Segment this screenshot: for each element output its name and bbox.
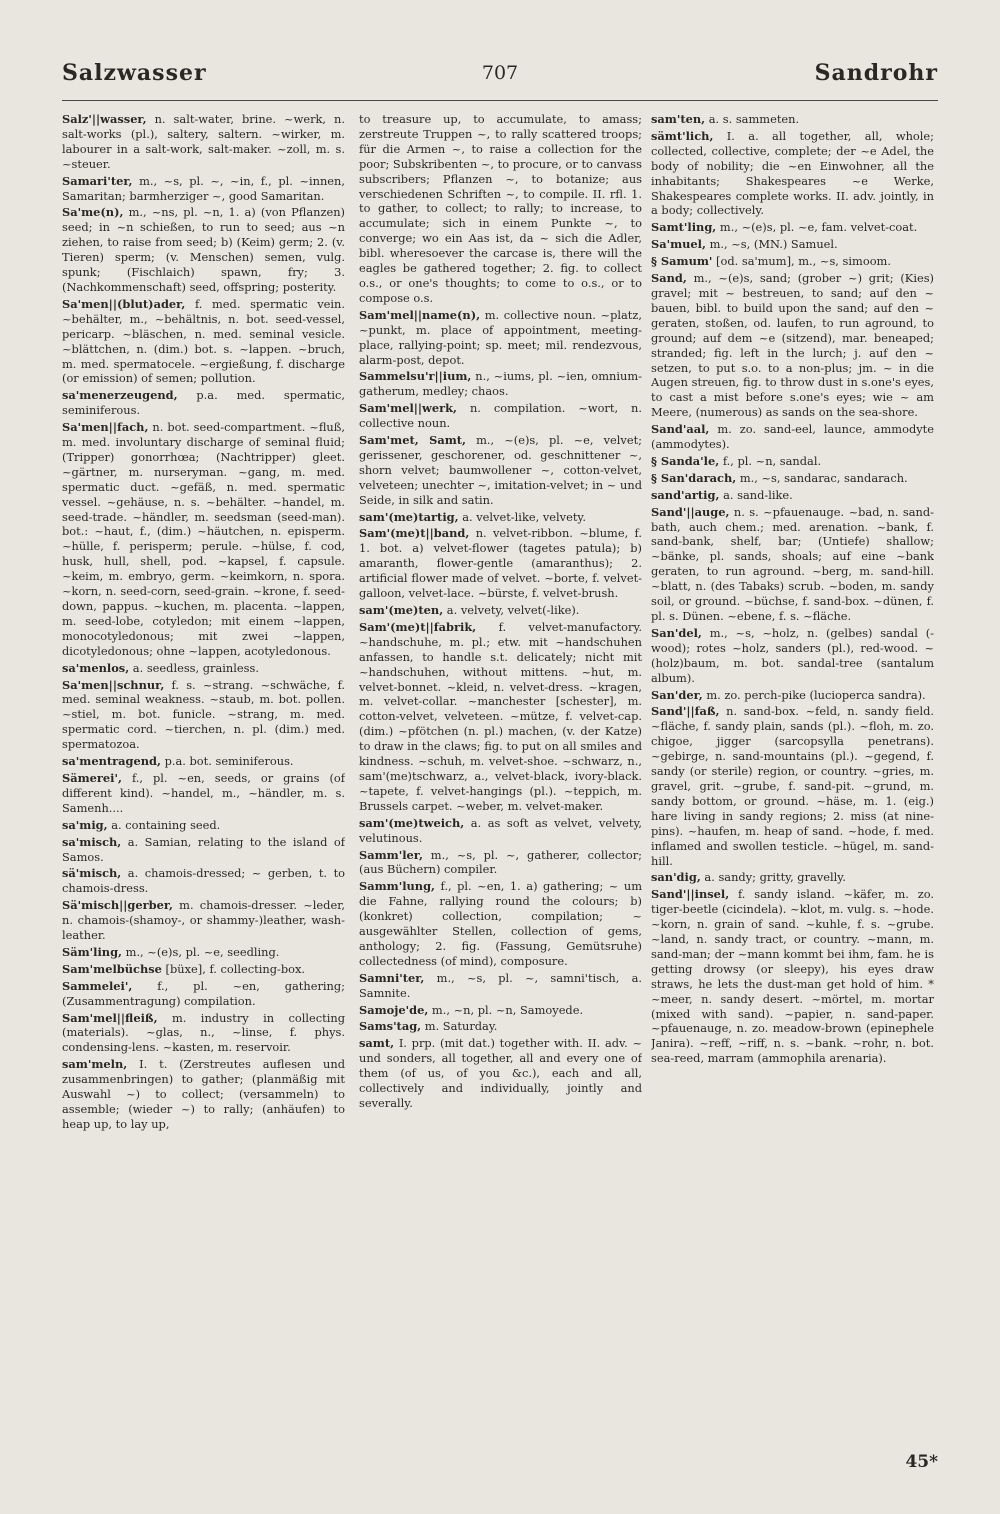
entry-headword: sam'meln,: [62, 1057, 128, 1072]
dictionary-entry: [359, 1003, 642, 1018]
dictionary-entry: [62, 1011, 345, 1056]
entry-definition: a. sandy; gritty, gravelly.: [704, 870, 846, 885]
entry-definition: m., ~s, pl. ~, ~in, f., pl. ~innen, Samaritan; barmherziger ~, good Samaritan.: [62, 173, 345, 203]
entry-definition: n. velvet-ribbon. ~blume, f. 1. bot. a) velvet-flower (tagetes patula); b) amaranth, flower-gentle (amaranthus); 2. artificial flower made of velvet. ~borte, f. velvet-galloon, velvet-lace. ~bürste, f. velvet-brush.: [359, 526, 642, 601]
entry-definition: n., ~iums, pl. ~ien, omnium-gatherum, medley; chaos.: [359, 369, 642, 399]
entry-definition: m., ~n, pl. ~n, Samoyede.: [431, 1002, 584, 1017]
entry-definition: I. a. all together, all, whole; collected, collective, complete; der ~e Adel, the body of nobility; die ~en Einwohner, all the inhabitants; Shakespeares ~e Werke, Shakespeares complete works. II. adv. jointly, in a body; collectively.: [651, 128, 934, 218]
entry-definition: p.a. med. spermatic, seminiferous.: [62, 388, 345, 418]
entry-definition: to treasure up, to accumulate, to amass; zerstreute Truppen ~, to rally scattered troops; für die Armen ~, to raise a collection for the poor; Subskribenten ~, to procure, or to canvass subscribers; Pflanzen ~, to botanize; aus verschiedenen Schriften ~, to compile. II. rfl. 1. to gather, to collect; to rally; to increase, to accumulate; sich in einem Punkte ~, to converge; wo ein Aas ist, da ~ sich die Adler, bibl. wheresoever the carcase is, there will the eagles be gathered together; 2. fig. to collect o.s., or one's thoughts; to come to o.s., or to compose o.s.: [359, 112, 642, 305]
entry-headword: Sam'mel||fleiß,: [62, 1010, 158, 1025]
dictionary-entry: [359, 1019, 642, 1034]
entry-definition: a. velvety, velvet(-like).: [446, 603, 580, 617]
dictionary-entry: [359, 401, 642, 431]
dictionary-entry: [62, 771, 345, 816]
dictionary-entry: [359, 1036, 642, 1111]
dictionary-entry: [651, 254, 934, 269]
entry-headword: Sä'misch||gerber,: [62, 898, 173, 913]
entry-definition: a. chamois-dressed; ~ gerben, t. to chamois-dress.: [62, 866, 345, 896]
dictionary-entry: [651, 870, 934, 885]
entry-headword: Samoje'de,: [359, 1002, 429, 1017]
dictionary-entry: [359, 308, 642, 368]
entry-definition: m. industry in collecting (materials). ~glas, n., ~linse, f. phys. condensing-lens. ~kasten, m. reservoir.: [62, 1010, 345, 1055]
dictionary-entry: [62, 112, 345, 172]
entry-definition: f. s. ~strang. ~schwäche, f. med. seminal weakness. ~staub, m. bot. pollen. ~stiel, m. bot. funicle. ~strang, m. med. spermatic cord. ~tierchen, n. pl. (dim.) med. spermatozoa.: [62, 677, 345, 752]
entry-definition: m., ~(e)s, pl. ~e, fam. velvet-coat.: [719, 220, 918, 235]
dictionary-entry: [651, 887, 934, 1066]
dictionary-entry: [651, 688, 934, 703]
entry-headword: Sand'||auge,: [651, 504, 730, 519]
dictionary-entry: [651, 505, 934, 624]
entry-definition: I. prp. (mit dat.) together with. II. adv. ~ und sonders, all together, all and every one of them (of us, of you &c.), each and all, collectively and individually, jointly and severally.: [359, 1036, 642, 1110]
dictionary-entry: [651, 704, 934, 868]
column-1: [62, 112, 345, 1447]
entry-headword: Sand'aal,: [651, 422, 710, 437]
entry-headword: § San'darach,: [651, 470, 737, 485]
entry-definition: a. sand-like.: [723, 487, 793, 502]
dictionary-entry: [359, 433, 642, 508]
entry-headword: Sam'met, Samt,: [359, 433, 466, 448]
entry-headword: sa'misch,: [62, 834, 122, 849]
entry-definition: m. collective noun. ~platz, ~punkt, m. place of appointment, meeting-place, rallying-point; sp. meet; mil. rendezvous, alarm-post, depot.: [359, 307, 642, 367]
entry-definition: m. chamois-dresser. ~leder, n. chamois-(shamoy-, or shammy-)leather, wash-leather.: [62, 898, 345, 943]
dictionary-entry: [62, 866, 345, 896]
entry-headword: sa'mentragend,: [62, 754, 161, 769]
dictionary-entry: [62, 818, 345, 833]
entry-definition: m., ~s, pl. ~, samni'tisch, a. Samnite.: [359, 970, 642, 1000]
dictionary-entry: [651, 112, 934, 127]
dictionary-entry: [651, 129, 934, 218]
dictionary-entry: [62, 297, 345, 386]
entry-headword: § Samum': [651, 254, 713, 269]
entry-definition: p.a. bot. seminiferous.: [164, 754, 294, 769]
dictionary-entry: [62, 835, 345, 865]
entry-definition: m., ~s, pl. ~, gatherer, collector; (aus Büchern) compiler.: [359, 847, 642, 877]
running-head-right: Sandrohr: [814, 60, 938, 86]
entry-headword: Sand'||faß,: [651, 704, 720, 719]
dictionary-entry: [62, 205, 345, 294]
dictionary-entry: [62, 1057, 345, 1132]
dictionary-entry: [359, 526, 642, 601]
dictionary-entry: [62, 661, 345, 676]
entry-definition: a. containing seed.: [111, 817, 221, 832]
dictionary-entry: [359, 971, 642, 1001]
dictionary-entry: [359, 848, 642, 878]
entry-headword: Sa'me(n),: [62, 205, 124, 220]
entry-definition: [büxe], f. collecting-box.: [165, 961, 306, 976]
dictionary-entry: [651, 422, 934, 452]
entry-definition: a. s. sammeten.: [708, 112, 800, 126]
entry-definition: m., ~s, (MN.) Samuel.: [709, 237, 838, 252]
entry-headword: Sa'men||fach,: [62, 420, 149, 435]
dictionary-entry: [359, 620, 642, 814]
entry-headword: San'del,: [651, 625, 702, 640]
entry-headword: Säm'ling,: [62, 944, 123, 959]
header-rule: [62, 100, 938, 101]
entry-headword: Samm'ler,: [359, 847, 423, 862]
entry-headword: Samni'ter,: [359, 970, 425, 985]
entry-definition: n. sand-box. ~feld, n. sandy field. ~fläche, f. sandy plain, sands (pl.). ~floh, m. zo. chigoe, jigger (sarcopsylla penetrans). ~gebirge, n. sand-mountains (pl.). ~gegend, f. sandy (or sterile) region, or country. ~gries, m. gravel, grit. ~grube, f. sand-pit. ~grund, m. sandy bottom, or ground. ~häse, m. 1. (eig.) hare living in sandy regions; 2. miss (at nine-pins). ~haufen, m. heap of sand. ~hode, f. med. inflamed and swollen testicle. ~hügel, m. sand-hill.: [651, 704, 934, 868]
entry-definition: m. zo. perch-pike (lucioperca sandra).: [706, 687, 926, 702]
dictionary-entry: [359, 816, 642, 846]
entry-headword: § Sanda'le,: [651, 453, 720, 468]
entry-headword: Samari'ter,: [62, 173, 133, 188]
entry-headword: Sam'mel||name(n),: [359, 307, 481, 322]
entry-headword: sam'(me)ten,: [359, 603, 444, 617]
column-2: [359, 112, 642, 1447]
entry-definition: m., ~s, ~holz, n. (gelbes) sandal (-wood); rotes ~holz, sanders (pl.), red-wood. ~(holz)baum, m. bot. sandal-tree (santalum album).: [651, 625, 934, 685]
entry-headword: san'dig,: [651, 870, 701, 885]
entry-headword: Sam'melbüchse: [62, 961, 162, 976]
entry-headword: Samm'lung,: [359, 879, 436, 894]
entry-definition: m., ~(e)s, pl. ~e, velvet; gerissener, geschorener, od. geschnittener ~, shorn velvet; baumwollener ~, cotton-velvet, velveteen; unechter ~, imitation-velvet; in ~ und Seide, in silk and satin.: [359, 433, 642, 507]
dictionary-entry: [359, 112, 642, 306]
entry-headword: Sa'men||(blut)ader,: [62, 296, 186, 311]
entry-definition: f. velvet-manufactory. ~handschuhe, m. pl.; etw. mit ~handschuhen anfassen, to handle s.t. delicately; nicht mit ~handschuhen, without mittens. ~hut, m. velvet-bonnet. ~kleid, n. velvet-dress. ~kragen, m. velvet-collar. ~manchester [schester], m. cotton-velvet, velveteen. ~mütze, f. velvet-cap. (dim.) ~pfötchen (n. pl.) machen, (v. der Katze) to draw in the claws; fig. to put on all smiles and kindness. ~schuh, m. velvet-shoe. ~schwarz, n., sam'(me)tschwarz, a., velvet-black, ivory-black. ~tapete, f. velvet-hangings (pl.). ~teppich, m. Brussels carpet. ~weber, m. velvet-maker.: [359, 619, 642, 813]
signature-mark: 45*: [905, 1452, 938, 1472]
entry-headword: sa'menlos,: [62, 660, 130, 675]
entry-definition: m., ~ns, pl. ~n, 1. a) (von Pflanzen) seed; in ~n schießen, to run to seed; aus ~n ziehen, to raise from seed; b) (Keim) germ; 2. (v. Tieren) sperm; (v. Menschen) semen, vulg. spunk; (Fischlaich) spawn, fry; 3. (Nachkommenschaft) seed, offspring; posterity.: [62, 205, 345, 294]
page-number: 707: [481, 62, 519, 84]
dictionary-entry: [651, 488, 934, 503]
dictionary-entry: [651, 220, 934, 235]
entry-headword: sam'(me)tweich,: [359, 815, 465, 830]
dictionary-entry: [651, 237, 934, 252]
entry-headword: Sammelei',: [62, 978, 133, 993]
dictionary-entry: [359, 879, 642, 968]
dictionary-entry: [651, 271, 934, 420]
entry-headword: sa'menerzeugend,: [62, 388, 178, 403]
entry-definition: f., pl. ~en, seeds, or grains (of different kind). ~handel, m., ~händler, m. s. Samenh....: [62, 770, 345, 815]
entry-headword: Samt'ling,: [651, 220, 717, 235]
entry-headword: San'der,: [651, 687, 703, 702]
entry-headword: sam'(me)tartig,: [359, 509, 459, 524]
dictionary-entry: [359, 510, 642, 525]
entry-definition: a. seedless, grainless.: [132, 660, 259, 675]
entry-definition: n. s. ~pfauenauge. ~bad, n. sand-bath, auch chem.; med. arenation. ~bank, f. sand-bank, shelf, bar; (Untiefe) shallow; ~bänke, pl. sands, shoals; auf eine ~bank geraten, to run aground. ~berg, m. sand-hill. ~blatt, n. (des Tabaks) scrub. ~boden, m. sandy soil, or ground. ~büchse, f. sand-box. ~dünen, f. pl. s. Dünen. ~ebene, f. s. ~fläche.: [651, 504, 934, 623]
entry-definition: f. sandy island. ~käfer, m. zo. tiger-beetle (cicindela). ~klot, m. vulg. s. ~hode. ~korn, n. grain of sand. ~kuhle, f. s. ~grube. ~land, n. sandy tract, or country. ~mann, m. sand-man; der ~mann kommt bei ihm, fam. he is getting drowsy (or sleepy), his eyes draw straws, he lets the dust-man get hold of him. * ~meer, n. sandy desert. ~mörtel, m. mortar (mixed with sand). ~papier, n. sand-paper. ~pfauenauge, n. zo. meadow-brown (epinephele Janira). ~reff, ~riff, n. s. ~bank. ~rohr, n. bot. sea-reed, marram (ammophila arenaria).: [651, 887, 934, 1066]
entry-headword: sam'ten,: [651, 112, 706, 126]
running-head-left: Salzwasser: [62, 60, 207, 86]
entry-headword: Salz'||wasser,: [62, 112, 147, 126]
entry-headword: Sammelsu'r||ium,: [359, 369, 472, 384]
dictionary-entry: [62, 979, 345, 1009]
entry-definition: a. as soft as velvet, velvety, velutinous.: [359, 815, 642, 845]
entry-definition: a. Samian, relating to the island of Samos.: [62, 834, 345, 864]
dictionary-entry: [62, 754, 345, 769]
entry-headword: Sam'(me)t||band,: [359, 526, 470, 541]
entry-definition: m., ~s, sandarac, sandarach.: [739, 470, 908, 485]
entry-headword: sa'mig,: [62, 817, 108, 832]
entry-headword: Sämerei',: [62, 770, 122, 785]
entry-definition: I. t. (Zerstreutes auflesen und zusammenbringen) to gather; (planmäßig mit Auswahl ~) to collect; (versammeln) to assemble; (wieder ~) to rally; (anhäufen) to heap up, to lay up,: [62, 1057, 345, 1131]
entry-headword: samt,: [359, 1036, 395, 1051]
entry-headword: sä'misch,: [62, 866, 122, 881]
dictionary-entry: [62, 420, 345, 659]
dictionary-entry: [62, 174, 345, 204]
dictionary-entry: [359, 369, 642, 399]
entry-headword: Sam'mel||werk,: [359, 401, 457, 416]
entry-definition: n. compilation. ~wort, n. collective noun.: [359, 401, 642, 431]
entry-headword: sand'artig,: [651, 487, 720, 502]
dictionary-entry: [651, 471, 934, 486]
entry-headword: sämt'lich,: [651, 128, 714, 143]
dictionary-entry: [62, 945, 345, 960]
dictionary-entry: [62, 962, 345, 977]
entry-definition: a. velvet-like, velvety.: [462, 509, 586, 524]
entry-definition: m., ~(e)s, sand; (grober ~) grit; (Kies) gravel; mit ~ bestreuen, to sand; auf den ~ bauen, bibl. to build upon the sand; auf den ~ geraten, stoßen, od. laufen, to run aground, to ground; auf dem ~e (sitzend), mar. beneaped; stranded; fig. left in the lurch; j. auf den ~ setzen, to put s.o. to a non-plus; jm. ~ in die Augen streuen, fig. to throw dust in s.one's eyes, to cast a mist before s.one's eyes; wie ~ am Meere, (numerous) as sands on the sea-shore.: [651, 271, 934, 420]
entry-definition: f., pl. ~en, gathering; (Zusammentragung) compilation.: [62, 978, 345, 1008]
entry-definition: [od. sa'mum], m., ~s, simoom.: [716, 254, 891, 269]
dictionary-entry: [651, 626, 934, 686]
entry-definition: n. bot. seed-compartment. ~fluß, m. med. involuntary discharge of seminal fluid; (Tripper) gonorrhœa; (Nachtripper) gleet. ~gärtner, m. nurseryman. ~gang, m. med. spermatic duct. ~gefäß, n. med. spermatic vessel. ~gehäuse, n. s. ~behälter. ~handel, m. seed-trade. ~händler, m. seedsman (seed-man). bot.: ~haut, f., (dim.) ~häutchen, n. episperm. ~hülle, f. perisperm; perule. ~hülse, f. cod, husk, hull, shell, pod. ~kapsel, f. capsule. ~keim, m. embryo, germ. ~keimkorn, n. spora. ~korn, n. seed-corn, seed-grain. ~krone, f. seed-down, pappus. ~kuchen, m. placenta. ~lappen, m. seed-lobe, cotyledon; mit einem ~lappen, monocotyledonous; mit zwei ~lappen, dicotyledonous; ohne ~lappen, acotyledonous.: [62, 420, 345, 658]
dictionary-entry: [62, 388, 345, 418]
column-3: [651, 112, 934, 1447]
dictionary-entry: [62, 898, 345, 943]
entry-headword: Sand,: [651, 271, 687, 286]
dictionary-entry: [651, 454, 934, 469]
entry-headword: Sa'men||schnur,: [62, 677, 165, 692]
entry-headword: Sand'||insel,: [651, 887, 730, 902]
entry-definition: m., ~(e)s, pl. ~e, seedling.: [125, 944, 280, 959]
entry-definition: f., pl. ~en, 1. a) gathering; ~ um die Fahne, rallying round the colours; b) (konkret) collection, compilation; ~ ausgewählter Stellen, collection of gems, anthology; 2. fig. (Fassung, Gemütsruhe) collectedness (of mind), composure.: [359, 879, 642, 968]
dictionary-entry: [62, 678, 345, 753]
entry-headword: Sa'muel,: [651, 237, 706, 252]
entry-definition: f. med. spermatic vein. ~behälter, m., ~behältnis, n. bot. seed-vessel, pericarp. ~bläschen, n. med. seminal vesicle. ~blättchen, n. (dim.) bot. s. ~lappen. ~bruch, m. med. spermatocele. ~ergießung, f. discharge (or emission) of semen; pollution.: [62, 296, 345, 386]
entry-definition: f., pl. ~n, sandal.: [722, 453, 822, 468]
entry-definition: n. salt-water, brine. ~werk, n. salt-works (pl.), saltery, saltern. ~wirker, m. labourer in a salt-work, salt-maker. ~zoll, m. s. ~steuer.: [62, 112, 345, 171]
entry-headword: Sams'tag,: [359, 1019, 422, 1034]
entry-definition: m. zo. sand-eel, launce, ammodyte (ammodytes).: [651, 422, 934, 452]
entry-headword: Sam'(me)t||fabrik,: [359, 619, 477, 634]
entry-definition: m. Saturday.: [424, 1019, 498, 1034]
dictionary-entry: [359, 603, 642, 618]
